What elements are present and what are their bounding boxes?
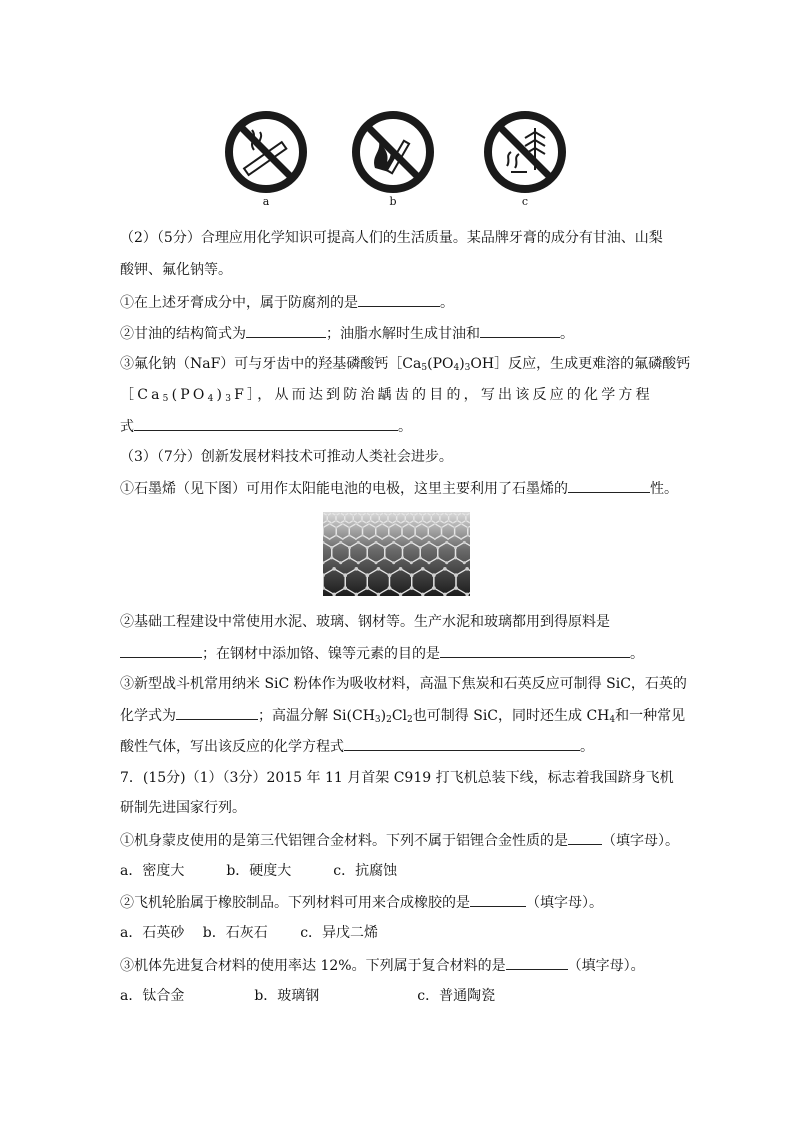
- no-burning-grass-icon: [483, 110, 567, 194]
- q2-header: （2）（5分）合理应用化学知识可提高人们的生活质量。某品牌牙膏的成分有甘油、山梨: [120, 230, 663, 246]
- q3-item-3-line2: 化学式为 ；高温分解 $Si(CH_3)_2Cl_2$也可制得 SiC，同时还生成 $CH_4$和一种常见: [120, 705, 685, 730]
- q2-item-3: ③氟化钠（NaF）可与牙齿中的羟基磷酸钙$[Ca_5(PO_4)_3OH]$反应，生成更难溶的氟磷酸钙: [120, 356, 691, 373]
- no-open-flame-icon: [351, 110, 435, 194]
- answer-blank[interactable]: [176, 705, 258, 720]
- answer-blank[interactable]: [568, 478, 650, 493]
- q7-item-2: ②飞机轮胎属于橡胶制品。下列材料可用来合成橡胶的是 （填字母）。: [120, 892, 603, 913]
- q7-item-1: ①机身蒙皮使用的是第三代铝锂合金材料。下列不属于铝锂合金性质的是 （填字母）。: [120, 830, 679, 851]
- answer-blank[interactable]: [568, 830, 602, 845]
- sign-label-c: c: [521, 195, 529, 208]
- q7-item-2-options: a．石英砂 b．石灰石 c．异戊二烯: [120, 925, 379, 941]
- q2-item-3-line2: $[Ca_5(PO_4)_3F]$，从而达到防治龋齿的目的，写出该反应的化学方程: [120, 387, 653, 404]
- answer-blank[interactable]: [134, 416, 398, 431]
- q3-item-1: ①石墨烯（见下图）可用作太阳能电池的电极，这里主要利用了石墨烯的 性。: [120, 478, 678, 499]
- q3-header: （3）（7分）创新发展材料技术可推动人类社会进步。: [120, 449, 453, 465]
- no-smoking-icon: [224, 110, 308, 194]
- q7-item-1-options: a．密度大 b．硬度大 c．抗腐蚀: [120, 863, 398, 879]
- answer-blank[interactable]: [480, 323, 560, 338]
- answer-blank[interactable]: [506, 955, 568, 970]
- q7-header-cont: 研制先进国家行列。: [120, 800, 246, 816]
- sign-label-b: b: [389, 195, 397, 208]
- q2-item-1: ①在上述牙膏成分中，属于防腐剂的是 。: [120, 292, 454, 313]
- answer-blank[interactable]: [344, 736, 580, 751]
- q3-item-3-line3: 酸性气体，写出该反应的化学方程式 。: [120, 736, 594, 757]
- q7-item-3-options: a．钛合金 b．玻璃钢 c．普通陶瓷: [120, 988, 496, 1004]
- q7-item-3: ③机体先进复合材料的使用率达 12%。下列属于复合材料的是 （填字母）。: [120, 955, 645, 976]
- answer-blank[interactable]: [470, 892, 526, 907]
- graphene-lattice-icon: [323, 512, 470, 596]
- q2-item-3-line3: 式 。: [120, 416, 412, 437]
- q7-header: 7．(15分)（1）（3分）2015 年 11 月首架 C919 打飞机总装下线，标志着我国跻身飞机: [120, 770, 674, 786]
- q2-item-2: ②甘油的结构简式为 ；油脂水解时生成甘油和 。: [120, 323, 574, 344]
- answer-blank[interactable]: [120, 643, 202, 658]
- q2-header-cont: 酸钾、氟化钠等。: [120, 262, 232, 278]
- answer-blank[interactable]: [246, 323, 326, 338]
- answer-blank[interactable]: [358, 292, 440, 307]
- q3-item-3: ③新型战斗机常用纳米 SiC 粉体作为吸收材料，高温下焦炭和石英反应可制得 SiC，石英的: [120, 676, 687, 692]
- q3-item-2: ②基础工程建设中常使用水泥、玻璃、钢材等。生产水泥和玻璃都用到得原料是: [120, 614, 610, 630]
- sign-label-a: a: [262, 195, 270, 208]
- q3-item-2-line2: ；在钢材中添加铬、镍等元素的目的是 。: [120, 643, 644, 664]
- answer-blank[interactable]: [440, 643, 630, 658]
